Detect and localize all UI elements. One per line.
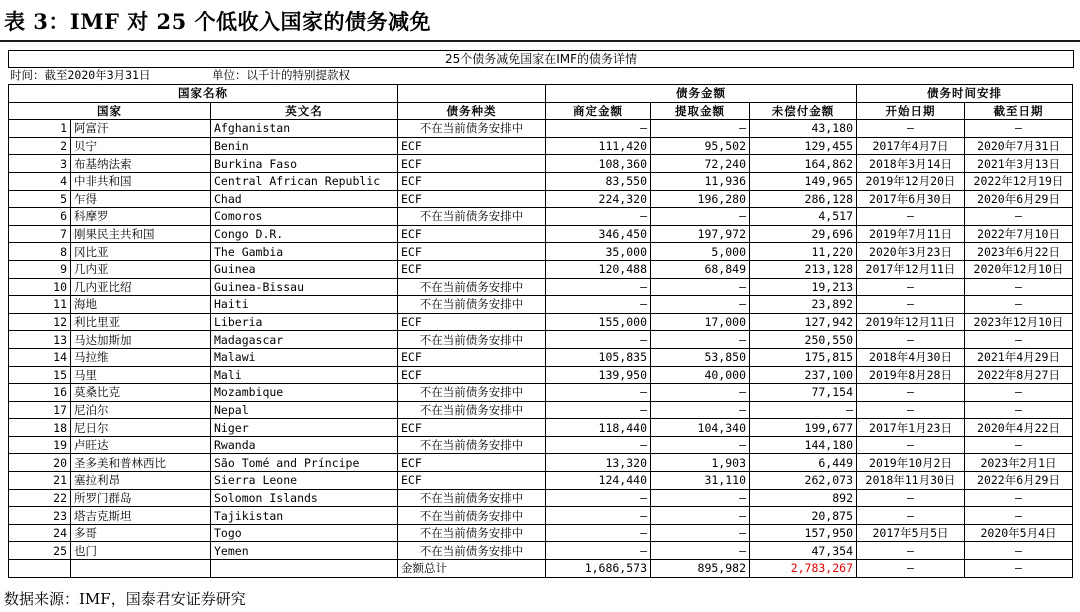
country-en: Liberia — [211, 313, 398, 331]
country-cn: 尼泊尔 — [71, 401, 211, 419]
end-date: 2020年7月31日 — [965, 137, 1073, 155]
table-row — [9, 436, 1073, 454]
total-start: – — [857, 560, 965, 578]
end-date: – — [965, 401, 1073, 419]
country-cn: 几内亚比绍 — [71, 278, 211, 296]
country-en: Tajikistan — [211, 507, 398, 525]
start-date: – — [857, 120, 965, 138]
drawn-amount: 1,903 — [651, 454, 750, 472]
country-en: Niger — [211, 419, 398, 437]
debt-type: 不在当前债务安排中 — [398, 489, 546, 507]
start-date: – — [857, 489, 965, 507]
debt-type: 不在当前债务安排中 — [398, 542, 546, 560]
end-date: – — [965, 384, 1073, 402]
debt-type: 不在当前债务安排中 — [398, 296, 546, 314]
row-number: 1 — [9, 120, 71, 138]
header-type: 债务种类 — [398, 102, 546, 120]
end-date: 2023年6月22日 — [965, 243, 1073, 261]
end-date: – — [965, 542, 1073, 560]
country-cn: 阿富汗 — [71, 120, 211, 138]
drawn-amount: 68,849 — [651, 260, 750, 278]
approved-amount: 118,440 — [546, 419, 651, 437]
end-date: 2020年4月22日 — [965, 419, 1073, 437]
total-drawn: 895,982 — [651, 560, 750, 578]
country-en: Guinea-Bissau — [211, 278, 398, 296]
meta-date: 时间：截至2020年3月31日 — [10, 68, 151, 82]
debt-type: ECF — [398, 472, 546, 490]
outstanding-amount: 892 — [750, 489, 857, 507]
header-end: 截至日期 — [965, 102, 1073, 120]
debt-type: ECF — [398, 313, 546, 331]
start-date: – — [857, 384, 965, 402]
drawn-amount: 31,110 — [651, 472, 750, 490]
drawn-amount: – — [651, 401, 750, 419]
approved-amount: – — [546, 542, 651, 560]
approved-amount: 83,550 — [546, 172, 651, 190]
debt-type: 不在当前债务安排中 — [398, 331, 546, 349]
table-row — [9, 278, 1073, 296]
approved-amount: – — [546, 208, 651, 226]
approved-amount: 105,835 — [546, 348, 651, 366]
table-row — [9, 454, 1073, 472]
debt-type: ECF — [398, 190, 546, 208]
country-cn: 所罗门群岛 — [71, 489, 211, 507]
outstanding-amount: 149,965 — [750, 172, 857, 190]
table-row — [9, 348, 1073, 366]
approved-amount: 346,450 — [546, 225, 651, 243]
country-cn: 布基纳法索 — [71, 155, 211, 173]
start-date: – — [857, 278, 965, 296]
table-row — [9, 296, 1073, 314]
table-row — [9, 190, 1073, 208]
header-schedule-group: 债务时间安排 — [857, 85, 1073, 103]
country-en: Guinea — [211, 260, 398, 278]
outstanding-amount: 213,128 — [750, 260, 857, 278]
table-row — [9, 137, 1073, 155]
country-en: Burkina Faso — [211, 155, 398, 173]
debt-type: 不在当前债务安排中 — [398, 401, 546, 419]
outstanding-amount: 47,354 — [750, 542, 857, 560]
end-date: – — [965, 296, 1073, 314]
start-date: 2017年5月5日 — [857, 524, 965, 542]
drawn-amount: 17,000 — [651, 313, 750, 331]
total-en-cell — [211, 560, 398, 578]
country-cn: 莫桑比克 — [71, 384, 211, 402]
end-date: 2022年7月10日 — [965, 225, 1073, 243]
country-en: Mozambique — [211, 384, 398, 402]
header-outstanding: 未偿付金额 — [750, 102, 857, 120]
start-date: 2018年11月30日 — [857, 472, 965, 490]
debt-type: ECF — [398, 260, 546, 278]
header-country: 国家 — [9, 102, 211, 120]
approved-amount: 155,000 — [546, 313, 651, 331]
outstanding-amount: 157,950 — [750, 524, 857, 542]
debt-type: ECF — [398, 155, 546, 173]
approved-amount: – — [546, 278, 651, 296]
drawn-amount: 40,000 — [651, 366, 750, 384]
outstanding-amount: 250,550 — [750, 331, 857, 349]
start-date: – — [857, 542, 965, 560]
start-date: 2017年1月23日 — [857, 419, 965, 437]
country-cn: 利比里亚 — [71, 313, 211, 331]
country-en: Nepal — [211, 401, 398, 419]
end-date: 2020年6月29日 — [965, 190, 1073, 208]
end-date: – — [965, 489, 1073, 507]
total-outstanding: 2,783,267 — [750, 560, 857, 578]
start-date: – — [857, 331, 965, 349]
table-row — [9, 366, 1073, 384]
row-number: 23 — [9, 507, 71, 525]
row-number: 9 — [9, 260, 71, 278]
debt-type: ECF — [398, 243, 546, 261]
drawn-amount: – — [651, 331, 750, 349]
country-cn: 刚果民主共和国 — [71, 225, 211, 243]
total-end: – — [965, 560, 1073, 578]
drawn-amount: 11,936 — [651, 172, 750, 190]
table-row — [9, 208, 1073, 226]
country-cn: 马里 — [71, 366, 211, 384]
start-date: 2019年12月11日 — [857, 313, 965, 331]
table-row — [9, 225, 1073, 243]
country-en: Yemen — [211, 542, 398, 560]
country-en: Madagascar — [211, 331, 398, 349]
total-row — [9, 560, 1073, 578]
start-date: 2017年12月11日 — [857, 260, 965, 278]
country-en: São Tomé and Príncipe — [211, 454, 398, 472]
outstanding-amount: 11,220 — [750, 243, 857, 261]
start-date: – — [857, 296, 965, 314]
row-number: 13 — [9, 331, 71, 349]
country-cn: 也门 — [71, 542, 211, 560]
country-en: Malawi — [211, 348, 398, 366]
row-number: 7 — [9, 225, 71, 243]
end-date: – — [965, 208, 1073, 226]
row-number: 24 — [9, 524, 71, 542]
table-row — [9, 331, 1073, 349]
outstanding-amount: 286,128 — [750, 190, 857, 208]
start-date: 2019年8月28日 — [857, 366, 965, 384]
outstanding-amount: 77,154 — [750, 384, 857, 402]
row-number: 4 — [9, 172, 71, 190]
table-row — [9, 155, 1073, 173]
table-row — [9, 243, 1073, 261]
debt-type: ECF — [398, 419, 546, 437]
table-row — [9, 401, 1073, 419]
row-number: 2 — [9, 137, 71, 155]
approved-amount: – — [546, 401, 651, 419]
country-en: Sierra Leone — [211, 472, 398, 490]
drawn-amount: – — [651, 384, 750, 402]
table-row — [9, 172, 1073, 190]
drawn-amount: 196,280 — [651, 190, 750, 208]
country-en: Solomon Islands — [211, 489, 398, 507]
total-cn-cell — [71, 560, 211, 578]
end-date: 2022年8月27日 — [965, 366, 1073, 384]
approved-amount: 120,488 — [546, 260, 651, 278]
end-date: 2021年4月29日 — [965, 348, 1073, 366]
header-english: 英文名 — [211, 102, 398, 120]
outstanding-amount: 144,180 — [750, 436, 857, 454]
page-title: 表 3：IMF 对 25 个低收入国家的债务减免 — [4, 9, 432, 34]
outstanding-amount: 19,213 — [750, 278, 857, 296]
outstanding-amount: 262,073 — [750, 472, 857, 490]
country-cn: 冈比亚 — [71, 243, 211, 261]
end-date: 2023年2月1日 — [965, 454, 1073, 472]
country-cn: 卢旺达 — [71, 436, 211, 454]
drawn-amount: 5,000 — [651, 243, 750, 261]
table-row — [9, 313, 1073, 331]
start-date: – — [857, 208, 965, 226]
approved-amount: 139,950 — [546, 366, 651, 384]
row-number: 5 — [9, 190, 71, 208]
country-en: Benin — [211, 137, 398, 155]
approved-amount: 13,320 — [546, 454, 651, 472]
debt-type: 不在当前债务安排中 — [398, 278, 546, 296]
header-row — [9, 102, 1073, 120]
row-number: 17 — [9, 401, 71, 419]
debt-type: 不在当前债务安排中 — [398, 436, 546, 454]
debt-type: 不在当前债务安排中 — [398, 208, 546, 226]
table-row — [9, 419, 1073, 437]
debt-type: ECF — [398, 225, 546, 243]
start-date: 2017年4月7日 — [857, 137, 965, 155]
header-start: 开始日期 — [857, 102, 965, 120]
debt-type: 不在当前债务安排中 — [398, 384, 546, 402]
approved-amount: – — [546, 384, 651, 402]
start-date: – — [857, 436, 965, 454]
drawn-amount: – — [651, 542, 750, 560]
approved-amount: 224,320 — [546, 190, 651, 208]
row-number: 19 — [9, 436, 71, 454]
outstanding-amount: 6,449 — [750, 454, 857, 472]
outstanding-amount: – — [750, 401, 857, 419]
drawn-amount: – — [651, 507, 750, 525]
country-en: Haiti — [211, 296, 398, 314]
country-en: Mali — [211, 366, 398, 384]
debt-type: ECF — [398, 454, 546, 472]
outstanding-amount: 23,892 — [750, 296, 857, 314]
country-en: Comoros — [211, 208, 398, 226]
outstanding-amount: 199,677 — [750, 419, 857, 437]
drawn-amount: – — [651, 436, 750, 454]
country-cn: 马达加斯加 — [71, 331, 211, 349]
total-no-cell — [9, 560, 71, 578]
end-date: – — [965, 278, 1073, 296]
row-number: 21 — [9, 472, 71, 490]
approved-amount: – — [546, 120, 651, 138]
start-date: 2019年10月2日 — [857, 454, 965, 472]
start-date: – — [857, 507, 965, 525]
approved-amount: 124,440 — [546, 472, 651, 490]
drawn-amount: 197,972 — [651, 225, 750, 243]
table-body — [9, 120, 1073, 560]
row-number: 3 — [9, 155, 71, 173]
approved-amount: – — [546, 524, 651, 542]
table-caption: 25个债务减免国家在IMF的债务详情 — [8, 50, 1074, 68]
country-en: Congo D.R. — [211, 225, 398, 243]
outstanding-amount: 175,815 — [750, 348, 857, 366]
outstanding-amount: 29,696 — [750, 225, 857, 243]
end-date: 2020年5月4日 — [965, 524, 1073, 542]
row-number: 15 — [9, 366, 71, 384]
country-en: Central African Republic — [211, 172, 398, 190]
debt-type: 不在当前债务安排中 — [398, 507, 546, 525]
title-rule — [0, 40, 1080, 42]
header-type-spacer — [398, 85, 546, 103]
row-number: 11 — [9, 296, 71, 314]
country-cn: 塞拉利昂 — [71, 472, 211, 490]
row-number: 25 — [9, 542, 71, 560]
outstanding-amount: 20,875 — [750, 507, 857, 525]
end-date: – — [965, 331, 1073, 349]
row-number: 8 — [9, 243, 71, 261]
country-cn: 贝宁 — [71, 137, 211, 155]
drawn-amount: – — [651, 120, 750, 138]
approved-amount: 111,420 — [546, 137, 651, 155]
table-row — [9, 472, 1073, 490]
table-row — [9, 507, 1073, 525]
country-cn: 多哥 — [71, 524, 211, 542]
country-cn: 乍得 — [71, 190, 211, 208]
country-cn: 几内亚 — [71, 260, 211, 278]
drawn-amount: – — [651, 524, 750, 542]
header-country-group: 国家名称 — [9, 85, 398, 103]
table-row — [9, 120, 1073, 138]
start-date: 2020年3月23日 — [857, 243, 965, 261]
start-date: – — [857, 401, 965, 419]
end-date: – — [965, 120, 1073, 138]
outstanding-amount: 237,100 — [750, 366, 857, 384]
outstanding-amount: 43,180 — [750, 120, 857, 138]
table-row — [9, 260, 1073, 278]
header-amount-group: 债务金额 — [546, 85, 857, 103]
total-approved: 1,686,573 — [546, 560, 651, 578]
drawn-amount: – — [651, 208, 750, 226]
debt-type: ECF — [398, 348, 546, 366]
row-number: 14 — [9, 348, 71, 366]
approved-amount: 108,360 — [546, 155, 651, 173]
drawn-amount: 53,850 — [651, 348, 750, 366]
outstanding-amount: 127,942 — [750, 313, 857, 331]
country-cn: 尼日尔 — [71, 419, 211, 437]
row-number: 6 — [9, 208, 71, 226]
approved-amount: – — [546, 436, 651, 454]
country-en: Afghanistan — [211, 120, 398, 138]
debt-type: ECF — [398, 172, 546, 190]
row-number: 12 — [9, 313, 71, 331]
header-drawn: 提取金额 — [651, 102, 750, 120]
end-date: 2020年12月10日 — [965, 260, 1073, 278]
header-group-row — [9, 85, 1073, 103]
approved-amount: – — [546, 296, 651, 314]
total-label: 金额总计 — [398, 560, 546, 578]
country-cn: 圣多美和普林西比 — [71, 454, 211, 472]
debt-type: 不在当前债务安排中 — [398, 120, 546, 138]
country-en: Rwanda — [211, 436, 398, 454]
source-note: 数据来源：IMF，国泰君安证券研究 — [4, 590, 246, 608]
end-date: – — [965, 507, 1073, 525]
drawn-amount: – — [651, 296, 750, 314]
country-cn: 科摩罗 — [71, 208, 211, 226]
drawn-amount: – — [651, 278, 750, 296]
country-cn: 中非共和国 — [71, 172, 211, 190]
outstanding-amount: 164,862 — [750, 155, 857, 173]
table-row — [9, 542, 1073, 560]
start-date: 2019年12月20日 — [857, 172, 965, 190]
row-number: 16 — [9, 384, 71, 402]
drawn-amount: 72,240 — [651, 155, 750, 173]
start-date: 2019年7月11日 — [857, 225, 965, 243]
drawn-amount: – — [651, 489, 750, 507]
approved-amount: – — [546, 489, 651, 507]
end-date: 2021年3月13日 — [965, 155, 1073, 173]
country-cn: 塔吉克斯坦 — [71, 507, 211, 525]
country-en: The Gambia — [211, 243, 398, 261]
table-row — [9, 384, 1073, 402]
start-date: 2017年6月30日 — [857, 190, 965, 208]
start-date: 2018年3月14日 — [857, 155, 965, 173]
end-date: 2022年6月29日 — [965, 472, 1073, 490]
country-cn: 海地 — [71, 296, 211, 314]
outstanding-amount: 4,517 — [750, 208, 857, 226]
approved-amount: – — [546, 507, 651, 525]
end-date: 2023年12月10日 — [965, 313, 1073, 331]
meta-unit: 单位：以千计的特别提款权 — [212, 68, 350, 82]
drawn-amount: 95,502 — [651, 137, 750, 155]
country-cn: 马拉维 — [71, 348, 211, 366]
approved-amount: 35,000 — [546, 243, 651, 261]
row-number: 20 — [9, 454, 71, 472]
debt-type: 不在当前债务安排中 — [398, 524, 546, 542]
row-number: 10 — [9, 278, 71, 296]
country-en: Togo — [211, 524, 398, 542]
row-number: 22 — [9, 489, 71, 507]
debt-type: ECF — [398, 137, 546, 155]
end-date: 2022年12月19日 — [965, 172, 1073, 190]
table-row — [9, 524, 1073, 542]
outstanding-amount: 129,455 — [750, 137, 857, 155]
debt-table — [8, 84, 1073, 578]
drawn-amount: 104,340 — [651, 419, 750, 437]
approved-amount: – — [546, 331, 651, 349]
country-en: Chad — [211, 190, 398, 208]
start-date: 2018年4月30日 — [857, 348, 965, 366]
row-number: 18 — [9, 419, 71, 437]
end-date: – — [965, 436, 1073, 454]
debt-type: ECF — [398, 366, 546, 384]
table-row — [9, 489, 1073, 507]
header-approved: 商定金额 — [546, 102, 651, 120]
